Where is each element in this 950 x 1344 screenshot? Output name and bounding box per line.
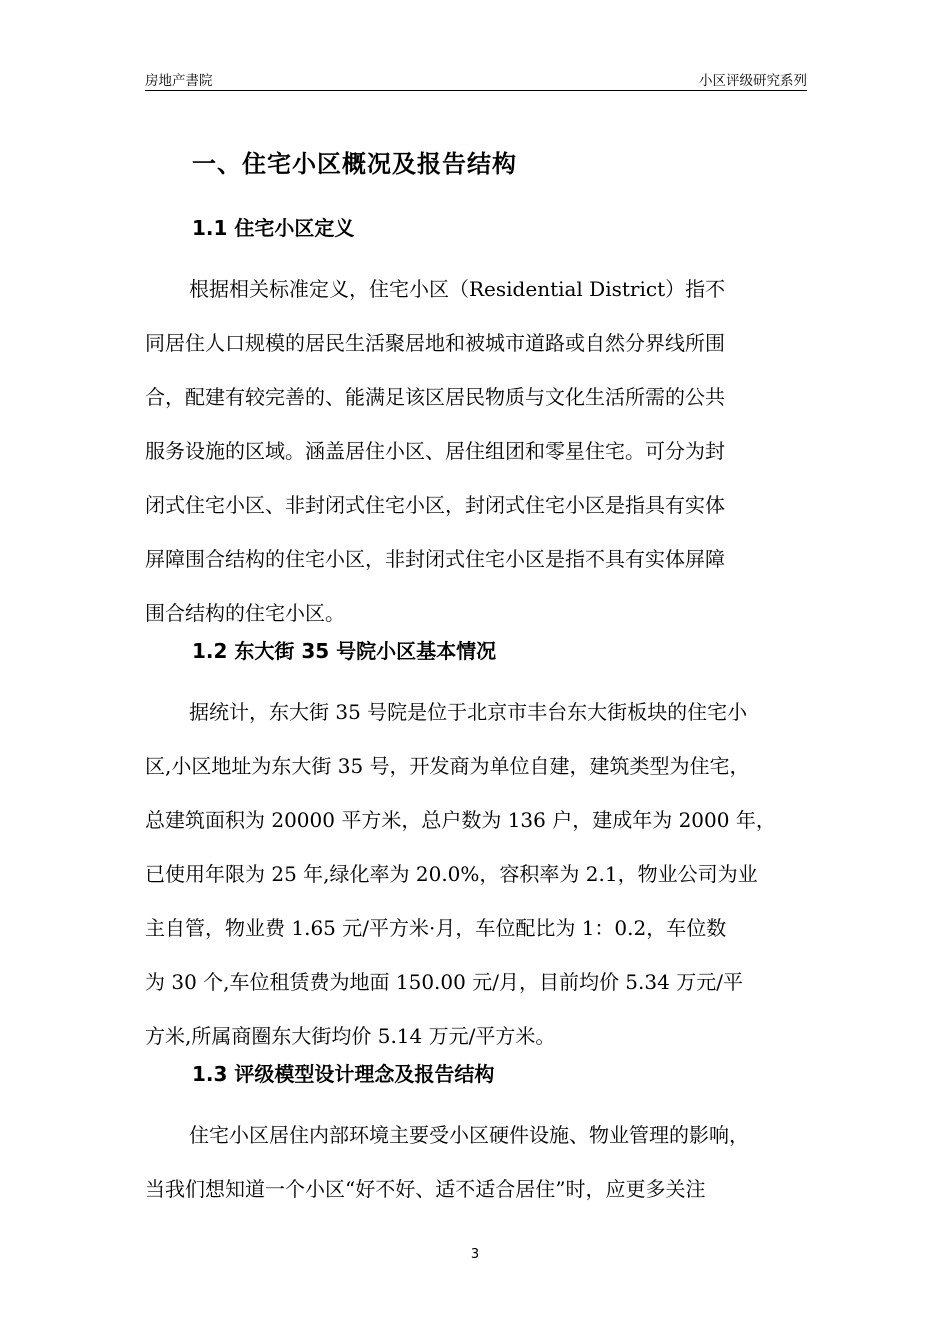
paragraph-line: 根据相关标准定义，住宅小区（Residential District）指不 [189, 277, 726, 301]
paragraph-line: 合，配建有较完善的、能满足该区居民物质与文化生活所需的公共 [145, 385, 725, 409]
paragraph-line: 屏障围合结构的住宅小区，非封闭式住宅小区是指不具有实体屏障 [145, 547, 725, 571]
paragraph-line: 总建筑面积为 20000 平方米，总户数为 136 户，建成年为 2000 年， [145, 808, 776, 832]
paragraph-line: 已使用年限为 25 年,绿化率为 20.0%，容积率为 2.1，物业公司为业 [145, 862, 758, 886]
section-heading-1-1: 1.1 住宅小区定义 [192, 216, 355, 240]
paragraph-line: 同居住人口规模的居民生活聚居地和被城市道路或自然分界线所围 [145, 331, 725, 355]
paragraph-line: 主自管，物业费 1.65 元/平方米·月，车位配比为 1：0.2，车位数 [145, 916, 727, 940]
header-right-text: 小区评级研究系列 [699, 73, 807, 89]
paragraph-line: 服务设施的区域。涵盖居住小区、居住组团和零星住宅。可分为封 [145, 439, 725, 463]
paragraph-line: 方米,所属商圈东大街均价 5.14 万元/平方米。 [145, 1024, 556, 1048]
header-left-text: 房地产書院 [145, 73, 213, 89]
paragraph-line: 围合结构的住宅小区。 [145, 601, 345, 625]
section-paragraph-1-2 [145, 685, 825, 1063]
paragraph-line: 住宅小区居住内部环境主要受小区硬件设施、物业管理的影响， [189, 1123, 749, 1147]
paragraph-line: 当我们想知道一个小区“好不好、适不适合居住”时，应更多关注 [145, 1177, 706, 1201]
section-paragraph-1-3 [145, 1108, 825, 1216]
section-paragraph-1-1 [145, 262, 825, 640]
section-heading-1-3: 1.3 评级模型设计理念及报告结构 [192, 1062, 495, 1086]
page-header [145, 66, 807, 91]
paragraph-line: 闭式住宅小区、非封闭式住宅小区，封闭式住宅小区是指具有实体 [145, 493, 725, 517]
paragraph-line: 为 30 个,车位租赁费为地面 150.00 元/月，目前均价 5.34 万元/平 [145, 970, 743, 994]
paragraph-line: 区,小区地址为东大街 35 号，开发商为单位自建，建筑类型为住宅， [145, 754, 750, 778]
page-number: 3 [470, 1247, 480, 1262]
paragraph-line: 据统计，东大街 35 号院是位于北京市丰台东大街板块的住宅小 [189, 700, 748, 724]
section-heading-1-2: 1.2 东大街 35 号院小区基本情况 [192, 639, 497, 663]
chapter-title: 一、住宅小区概况及报告结构 [192, 150, 517, 178]
